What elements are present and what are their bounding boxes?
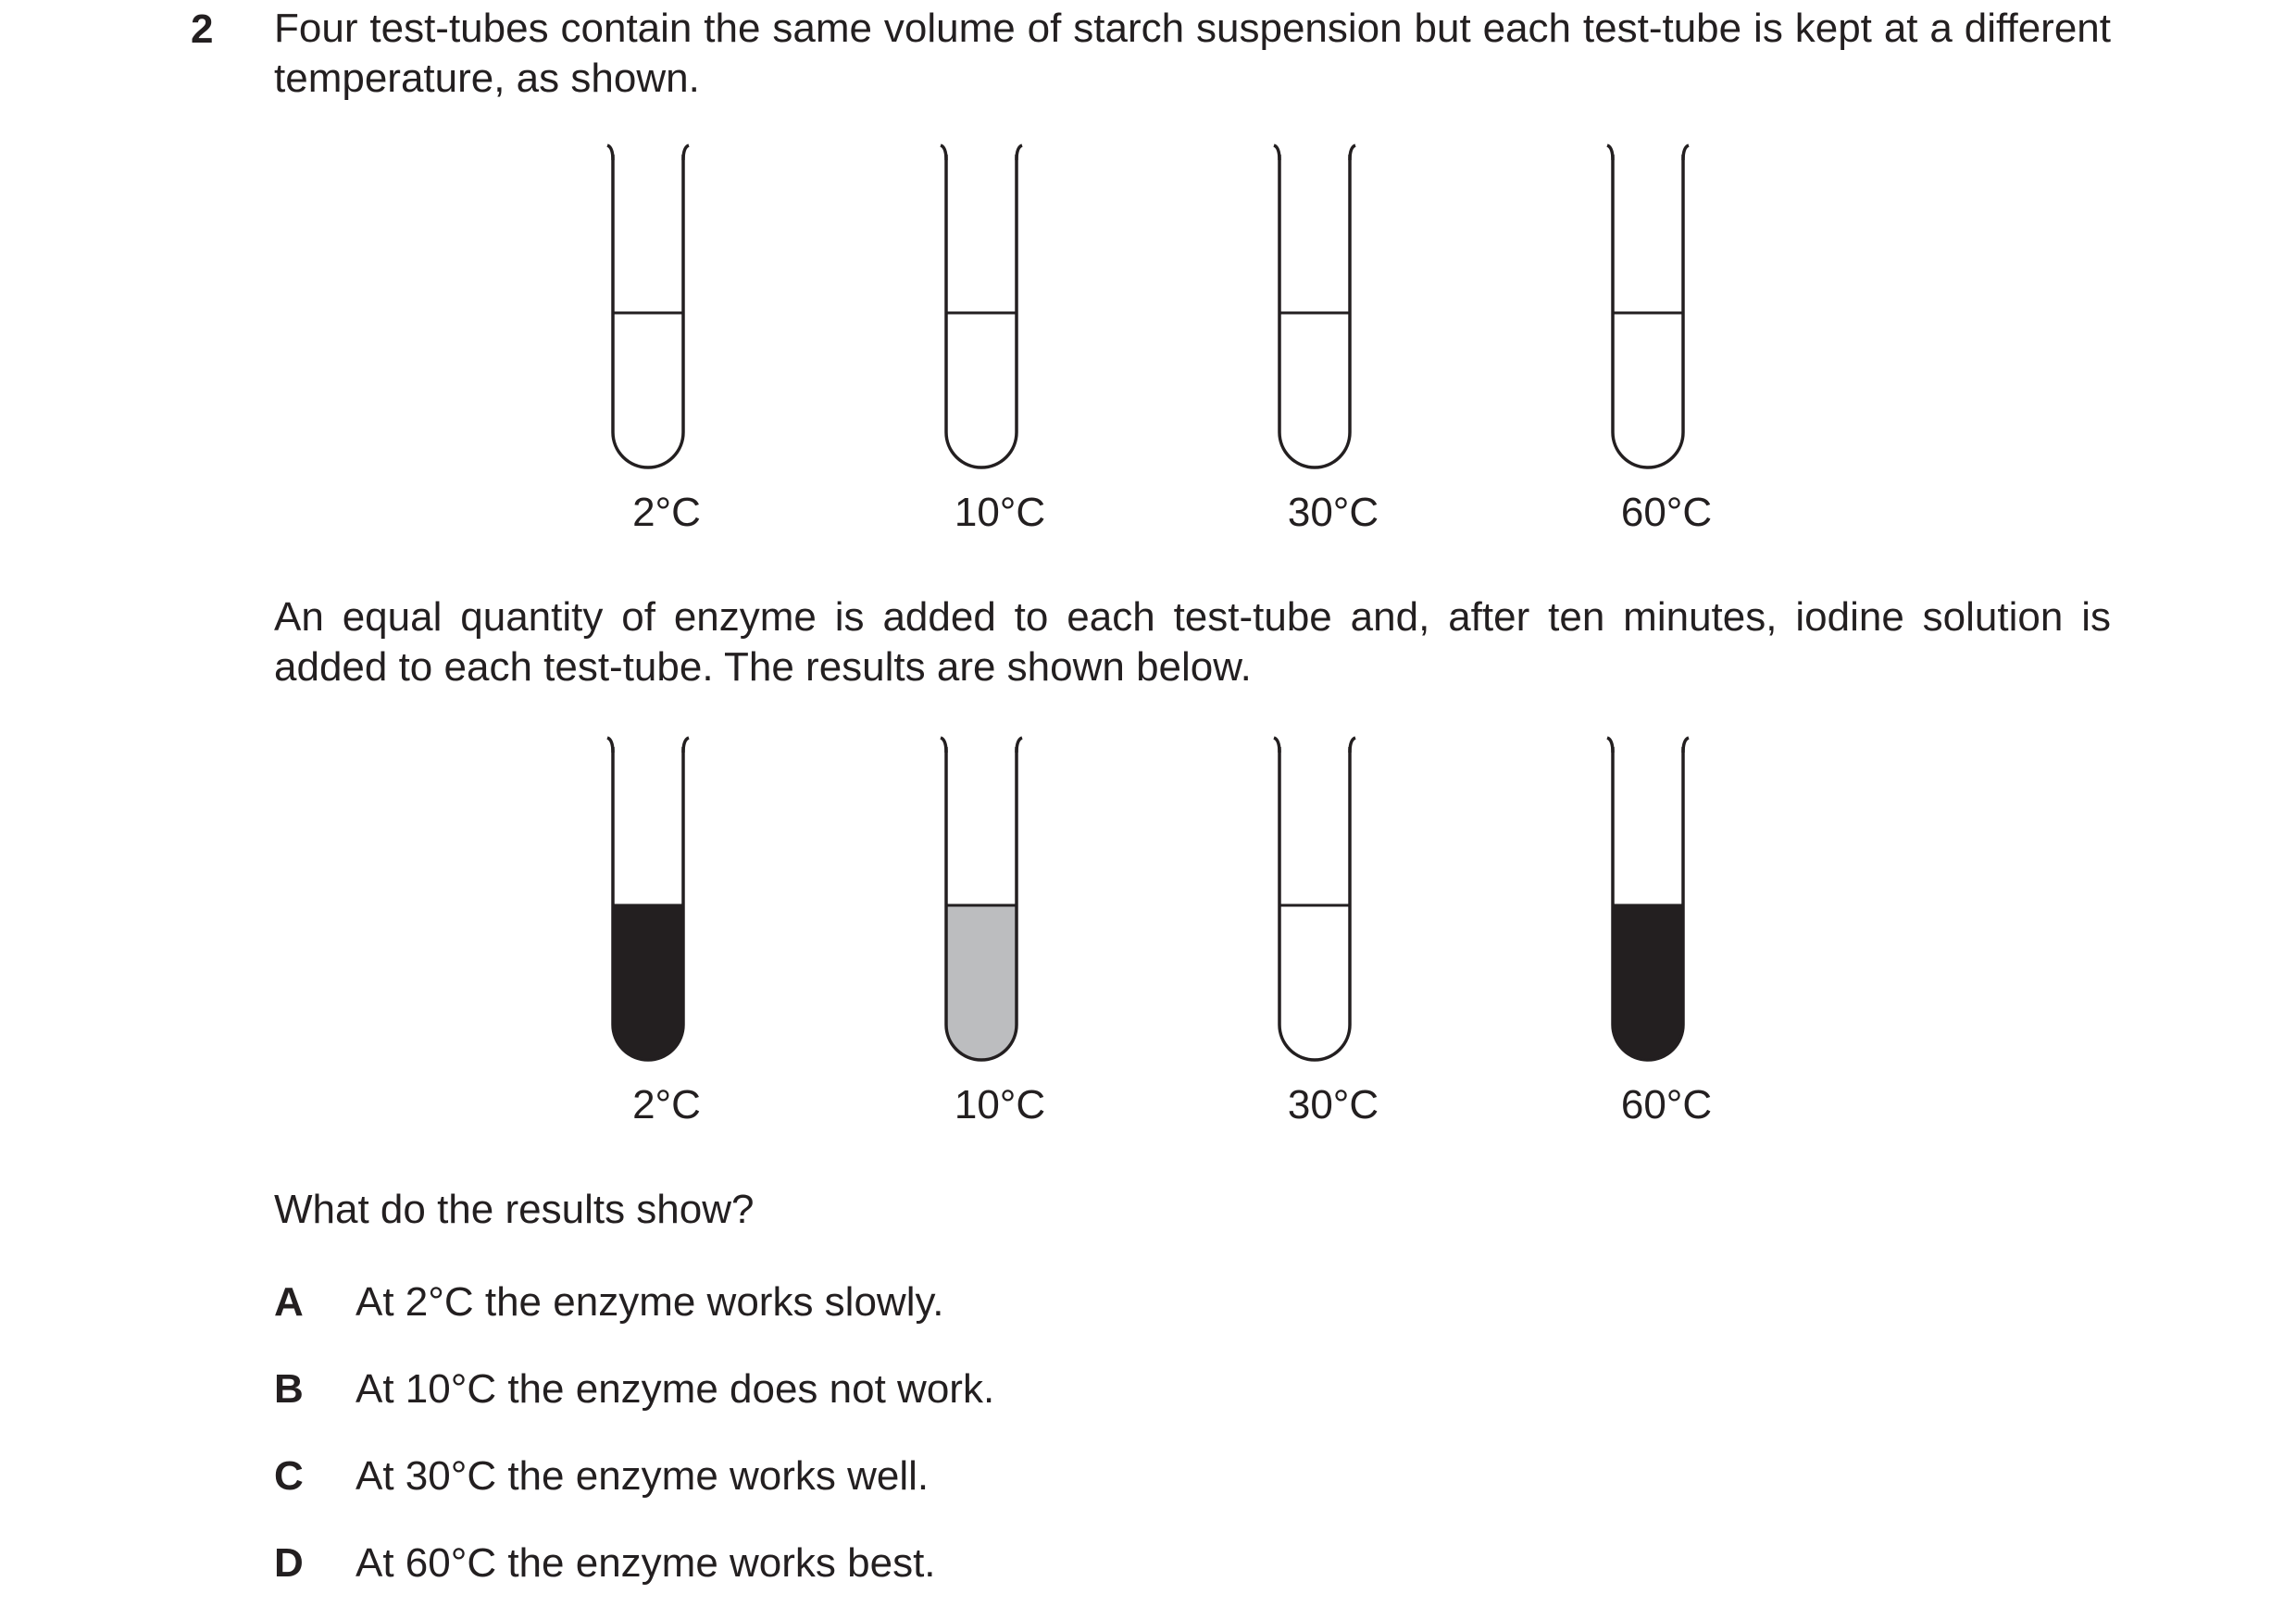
tube-before-lip-right-4 — [1683, 145, 1689, 160]
test-tube-after-4-drawing — [1602, 736, 1731, 1078]
option-d — [274, 1538, 936, 1588]
tube-after-liquid-2 — [946, 905, 1017, 1060]
tube-before-outline-4 — [1613, 155, 1683, 467]
question-text: What do the results show? — [274, 1187, 755, 1232]
tube-before-outline-1 — [613, 155, 683, 467]
option-a-text: At 2°C the enzyme works slowly. — [356, 1279, 944, 1325]
option-b-text: At 10°C the enzyme does not work. — [356, 1366, 995, 1412]
test-tube-before-1 — [602, 143, 731, 535]
tube-before-lip-right-1 — [683, 145, 689, 160]
tube-before-lip-left-3 — [1274, 145, 1279, 160]
tube-after-lip-left-3 — [1274, 738, 1279, 753]
test-tube-after-2 — [935, 736, 1065, 1127]
option-a — [274, 1277, 943, 1327]
middle-text: An equal quantity of enzyme is added to each test-tube and, after ten minutes, iodine solution is added to each test-tube. The results are shown below. — [274, 594, 2111, 690]
tube-after-liquid-1 — [613, 905, 683, 1060]
tube-label-after-4: 60°C — [1620, 1082, 1713, 1127]
test-tube-before-4 — [1602, 143, 1731, 535]
tube-after-outline-3 — [1279, 747, 1350, 1060]
test-tube-after-1 — [602, 736, 731, 1127]
tube-label-after-2: 10°C — [954, 1082, 1046, 1127]
question-number: 2 — [191, 6, 214, 52]
tube-before-outline-2 — [946, 155, 1017, 467]
tube-after-lip-left-1 — [607, 738, 613, 753]
tube-after-lip-right-1 — [683, 738, 689, 753]
test-tube-before-3-drawing — [1268, 143, 1398, 486]
option-a-letter: A — [274, 1279, 304, 1325]
option-c-letter: C — [274, 1453, 304, 1499]
tube-label-before-4: 60°C — [1620, 490, 1713, 535]
tube-after-lip-right-2 — [1017, 738, 1022, 753]
tube-label-before-2: 10°C — [954, 490, 1046, 535]
option-b-letter: B — [274, 1366, 304, 1412]
test-tube-after-3 — [1268, 736, 1398, 1127]
tube-label-before-1: 2°C — [632, 490, 701, 535]
option-d-text: At 60°C the enzyme works best. — [356, 1540, 936, 1586]
tube-after-lip-left-4 — [1607, 738, 1613, 753]
tube-before-lip-right-2 — [1017, 145, 1022, 160]
tube-label-before-3: 30°C — [1287, 490, 1379, 535]
tube-after-lip-right-3 — [1350, 738, 1355, 753]
tube-after-lip-left-2 — [941, 738, 946, 753]
test-tube-after-4 — [1602, 736, 1731, 1127]
test-tube-before-4-drawing — [1602, 143, 1731, 486]
option-b — [274, 1364, 994, 1414]
intro-text: Four test-tubes contain the same volume of starch suspension but each test-tube is kept at a different temperature, as shown. — [274, 6, 2111, 101]
test-tube-before-3 — [1268, 143, 1398, 535]
test-tube-after-3-drawing — [1268, 736, 1398, 1078]
option-d-letter: D — [274, 1540, 304, 1586]
test-tube-after-1-drawing — [602, 736, 731, 1078]
test-tube-before-2 — [935, 143, 1065, 535]
tube-before-lip-left-2 — [941, 145, 946, 160]
tube-after-lip-right-4 — [1683, 738, 1689, 753]
tube-before-lip-right-3 — [1350, 145, 1355, 160]
option-c — [274, 1451, 929, 1501]
tube-label-after-3: 30°C — [1287, 1082, 1379, 1127]
option-c-text: At 30°C the enzyme works well. — [356, 1453, 930, 1499]
test-tube-before-2-drawing — [935, 143, 1065, 486]
test-tube-before-1-drawing — [602, 143, 731, 486]
tube-before-outline-3 — [1279, 155, 1350, 467]
tube-after-liquid-4 — [1613, 905, 1683, 1060]
test-tube-after-2-drawing — [935, 736, 1065, 1078]
tube-label-after-1: 2°C — [632, 1082, 701, 1127]
tube-before-lip-left-4 — [1607, 145, 1613, 160]
tube-before-lip-left-1 — [607, 145, 613, 160]
